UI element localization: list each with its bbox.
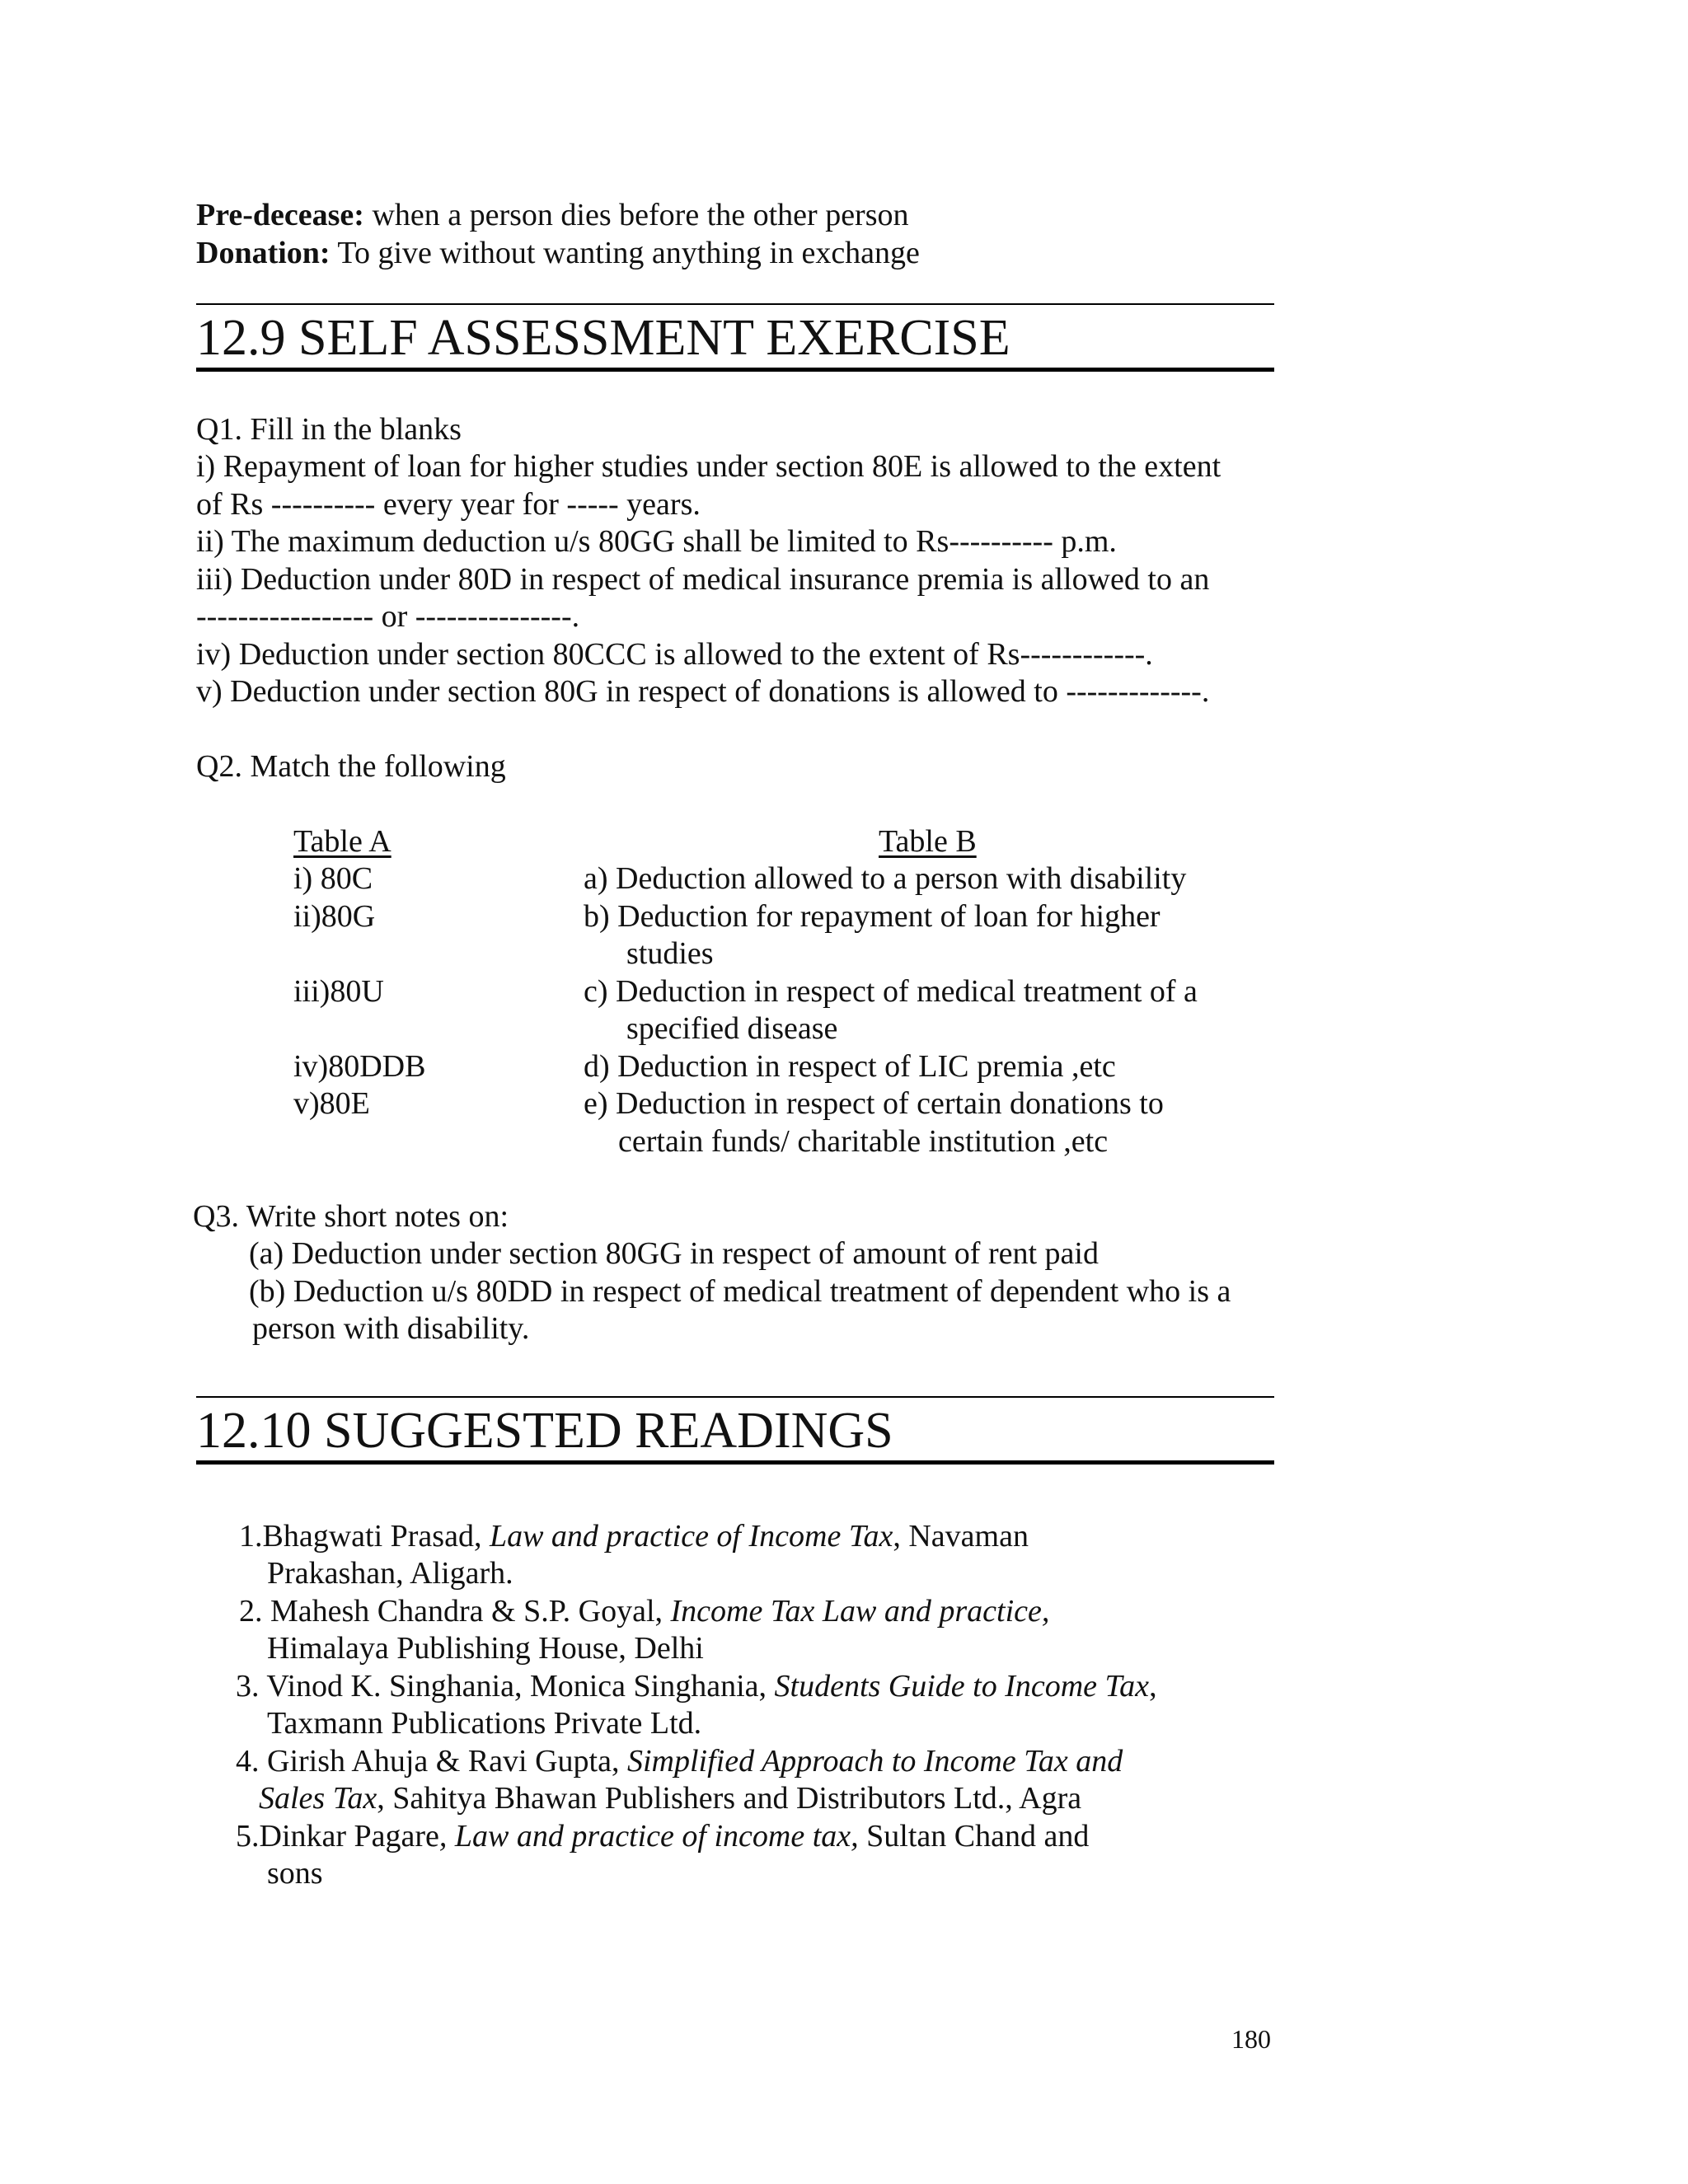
q1-line: iv) Deduction under section 80CCC is allowed to the extent of Rs------------. [196,637,1153,672]
reading-item [236,1742,1123,1780]
reading-publisher: , Sahitya Bhawan Publishers and Distributors Ltd., Agra [377,1781,1082,1816]
glossary-definition: To give without wanting anything in exchange [330,236,920,270]
table-b-item: a) Deduction allowed to a person with disability [584,861,1187,896]
q1-line: v) Deduction under section 80G in respect of donations is allowed to -------------. [196,674,1210,709]
table-a-item: i) 80C [293,861,373,896]
reading-publisher: Sultan Chand and [858,1819,1090,1854]
reading-author: 3. Vinod K. Singhania, Monica Singhania, [236,1669,775,1704]
table-b-header: Table B [879,824,977,859]
reading-title: Students Guide to Income Tax [774,1669,1150,1704]
reading-title: Law and practice of Income Tax [489,1519,893,1554]
heading-bottom-rule [196,1460,1274,1465]
question-title-q3: Q3. Write short notes on: [193,1199,509,1234]
reading-author: 4. Girish Ahuja & Ravi Gupta, [236,1744,627,1779]
reading-item [239,1592,1049,1630]
q1-line: iii) Deduction under 80D in respect of medical insurance premia is allowed to an [196,562,1210,597]
reading-item-continued: Taxmann Publications Private Ltd. [267,1706,702,1741]
glossary-term: Pre-decease: [196,198,364,232]
heading-top-rule [196,1396,1274,1398]
q3-line: (a) Deduction under section 80GG in respect of amount of rent paid [249,1236,1099,1271]
reading-item-continued: Prakashan, Aligarh. [267,1556,513,1591]
table-a-header: Table A [293,824,392,859]
table-b-item: c) Deduction in respect of medical treatment of a [584,974,1198,1009]
glossary-entry-donation [196,234,920,272]
reading-author: 2. Mahesh Chandra & S.P. Goyal, [239,1594,671,1629]
glossary-entry-predecease [196,196,909,234]
reading-title: Sales Tax [259,1781,377,1816]
table-b-item-continued: studies [626,936,714,971]
section-heading-suggested-readings: 12.10 SUGGESTED READINGS [196,1403,893,1459]
table-a-item: iii)80U [293,974,384,1009]
reading-item-continued: sons [267,1856,323,1891]
table-b-item: e) Deduction in respect of certain donations to [584,1086,1164,1121]
question-title-q1: Q1. Fill in the blanks [196,412,462,447]
reading-publisher: , Navaman [893,1519,1029,1554]
table-b-item: b) Deduction for repayment of loan for higher [584,899,1160,934]
reading-item [236,1667,1157,1705]
table-a-item: v)80E [293,1086,370,1121]
heading-top-rule [196,303,1274,305]
heading-bottom-rule [196,368,1274,372]
reading-title: Income Tax Law and practice, [670,1594,1050,1629]
q1-line: of Rs ---------- every year for ----- years. [196,487,701,522]
table-b-item-continued: specified disease [626,1011,838,1046]
q1-line: ----------------- or ---------------. [196,599,580,634]
reading-title: , Law and practice of income tax, [438,1819,859,1854]
reading-item [239,1517,1029,1555]
q1-line: i) Repayment of loan for higher studies under section 80E is allowed to the extent [196,449,1221,484]
glossary-term: Donation: [196,236,331,270]
section-heading-self-assessment: 12.9 SELF ASSESSMENT EXERCISE [196,310,1010,366]
reading-author: 1.Bhagwati Prasad, [239,1519,490,1554]
reading-author: 5.Dinkar Pagare [236,1819,439,1854]
table-a-item: iv)80DDB [293,1049,426,1084]
table-b-item-continued: certain funds/ charitable institution ,etc [618,1124,1109,1159]
reading-publisher: , [1149,1669,1157,1704]
reading-item [236,1817,1089,1855]
glossary-definition: when a person dies before the other person [363,198,909,232]
reading-item-continued: Himalaya Publishing House, Delhi [267,1631,704,1666]
reading-item-continued [259,1779,1081,1817]
q1-line: ii) The maximum deduction u/s 80GG shall be limited to Rs---------- p.m. [196,524,1117,559]
reading-title: Simplified Approach to Income Tax and [626,1744,1123,1779]
table-a-item: ii)80G [293,899,376,934]
q3-line: (b) Deduction u/s 80DD in respect of medical treatment of dependent who is a [249,1274,1231,1309]
table-b-item: d) Deduction in respect of LIC premia ,etc [584,1049,1116,1084]
question-title-q2: Q2. Match the following [196,749,506,784]
page-number: 180 [1231,2024,1271,2054]
q3-line: person with disability. [252,1311,530,1346]
